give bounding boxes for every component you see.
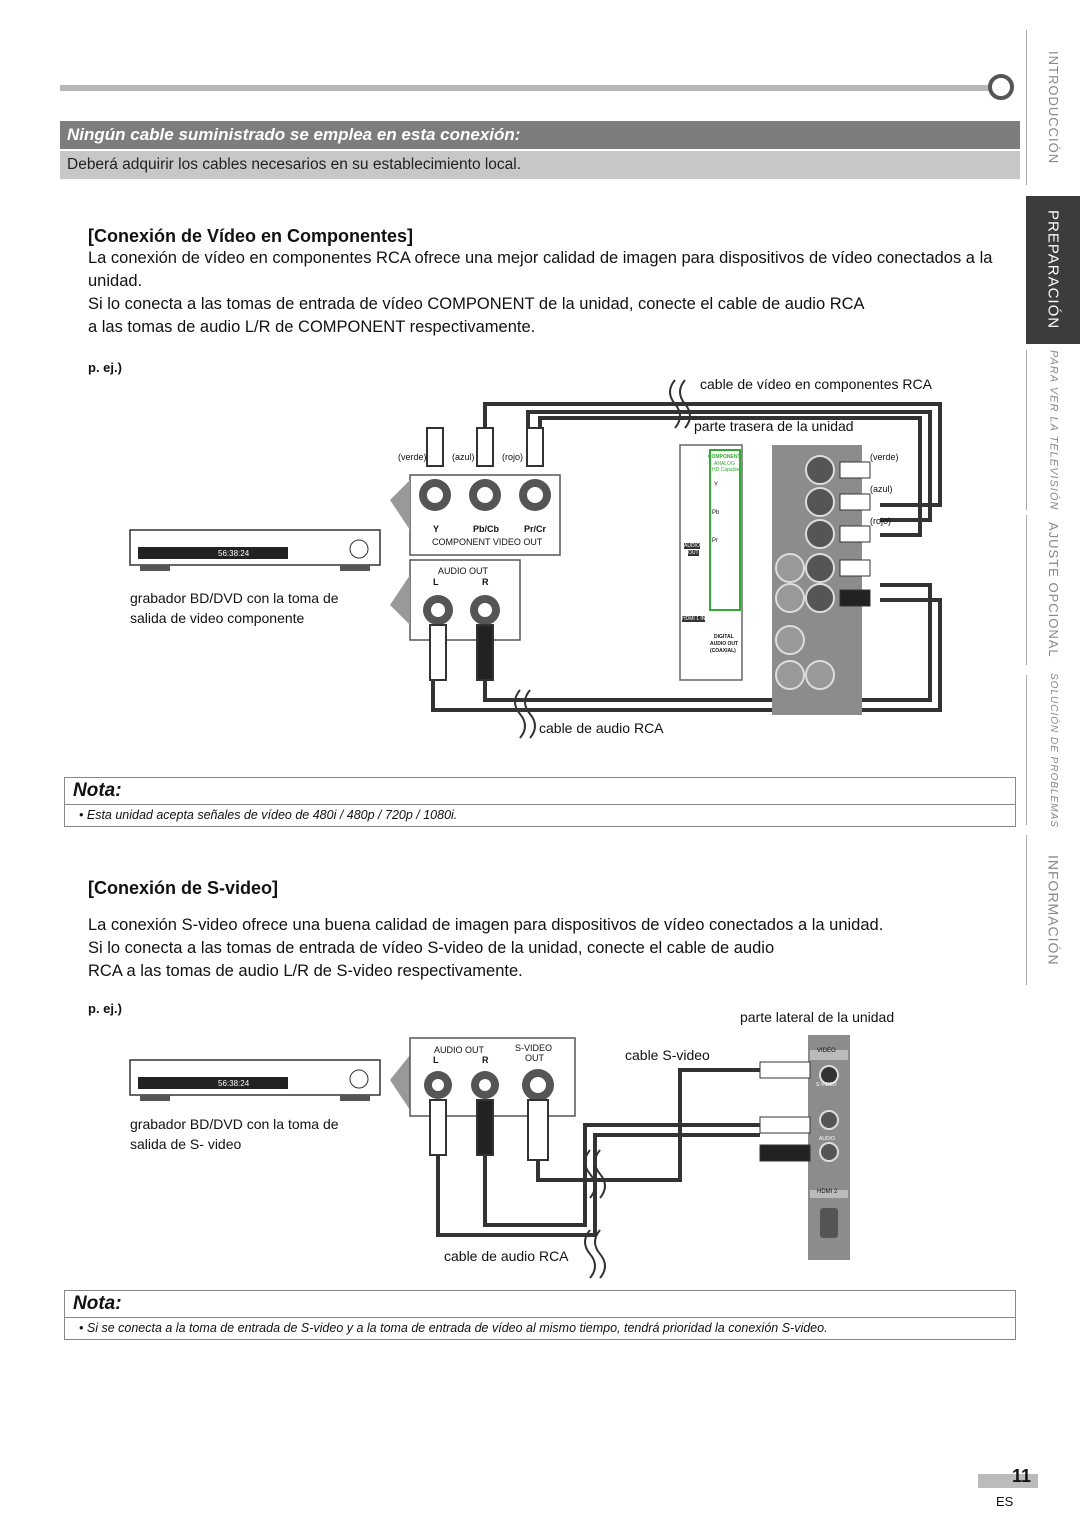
jack-label: R — [482, 1055, 489, 1065]
section-paragraph: Si lo conecta a las tomas de entrada de vídeo COMPONENT de la unidad, conecte el cable de audio RCA a las tomas de audio L/R de COMPONENT respectivamente. — [88, 295, 864, 336]
banner-subtitle: Deberá adquirir los cables necesarios en su establecimiento local. — [60, 151, 1020, 179]
panel-label: AUDIO OUT — [710, 641, 739, 647]
note-title: Nota: — [73, 1293, 122, 1314]
section-heading: [Conexión de Vídeo en Componentes] — [88, 226, 414, 246]
jack-label: R — [482, 577, 489, 587]
tab-label: PREPARACIÓN — [1044, 210, 1062, 330]
cable-svideo-label: cable S-video — [625, 1047, 710, 1063]
top-rule-knob — [988, 74, 1014, 100]
panel-label: (COAXIAL) — [710, 648, 736, 654]
panel-label: HD Capable — [712, 467, 740, 473]
svideo-out-label: OUT — [525, 1053, 544, 1063]
panel-label: Pr — [712, 538, 718, 544]
color-label: (azul) — [870, 484, 893, 494]
component-plugs — [427, 428, 543, 466]
device-label: grabador BD/DVD con la toma de salida de video componente — [130, 590, 339, 626]
note-text: Si se conecta a la toma de entrada de S-video y a la toma de entrada de vídeo al mismo tiempo, tendrá prioridad la conexión S-video. — [86, 1321, 828, 1335]
rear-unit-label: parte trasera de la unidad — [694, 418, 854, 434]
example-label: p. ej.) — [88, 360, 122, 375]
jack-label: L — [433, 577, 439, 587]
jack-label: Pr/Cr — [524, 524, 547, 534]
tab-ajuste-opcional[interactable] — [1026, 515, 1080, 665]
svideo-connection-diagram — [120, 1030, 860, 1280]
tab-label: PARA VER LA TELEVISIÓN — [1047, 349, 1060, 511]
cable-audio-label: cable de audio RCA — [539, 720, 664, 736]
panel-label: AUDIO — [684, 543, 700, 549]
tab-label: INTRODUCCIÓN — [1046, 50, 1061, 165]
color-label: (rojo) — [870, 516, 892, 526]
note-box — [64, 1290, 1016, 1340]
tab-solucion-de-problemas[interactable] — [1026, 672, 1080, 828]
color-label: (verde) — [398, 452, 427, 462]
note-body: • Si se conecta a la toma de entrada de S-video y a la toma de entrada de vídeo al mismo tiempo, tendrá prioridad la conexión S-video. — [65, 1317, 1015, 1339]
display-readout: 56:38:24 — [218, 549, 250, 558]
dvd-recorder — [130, 1060, 380, 1101]
panel-label: DIGITAL — [714, 634, 734, 640]
dvd-recorder — [130, 530, 380, 571]
tab-label: INFORMACIÓN — [1045, 854, 1062, 966]
audio-out-label: AUDIO OUT — [438, 566, 489, 576]
panel-label: Y — [714, 482, 719, 488]
panel-label: S-VIDEO — [816, 1082, 837, 1088]
jack-label: Pb/Cb — [473, 524, 499, 534]
section-paragraph: La conexión S-video ofrece una buena calidad de imagen para dispositivos de vídeo conectados a la unidad. — [88, 916, 884, 934]
note-text: Esta unidad acepta señales de vídeo de 480i / 480p / 720p / 1080i. — [86, 808, 458, 822]
jack-label: Y — [433, 524, 440, 534]
tv-side-panel — [760, 1035, 850, 1260]
tv-rear-panel — [680, 445, 870, 715]
tab-informacion[interactable] — [1026, 835, 1080, 985]
component-out-label: COMPONENT VIDEO OUT — [432, 537, 543, 547]
tab-introduccion[interactable] — [1026, 30, 1080, 185]
tab-preparacion[interactable] — [1026, 196, 1080, 344]
tab-para-ver-la-television[interactable] — [1026, 350, 1080, 510]
jack-label: L — [433, 1055, 439, 1065]
tab-label: SOLUCIÓN DE PROBLEMAS — [1048, 672, 1059, 828]
example-label: p. ej.) — [88, 1001, 122, 1016]
color-label: (azul) — [452, 452, 475, 462]
panel-label: ANALOG — [714, 461, 735, 467]
device-label: grabador BD/DVD con la toma de salida de S- video — [130, 1116, 339, 1152]
note-box — [64, 777, 1016, 827]
panel-label: HDMI 1 IN — [682, 616, 706, 622]
cable-audio-label: cable de audio RCA — [444, 1248, 569, 1264]
section-paragraph: La conexión de vídeo en componentes RCA ofrece una mejor calidad de imagen para dispositivos de vídeo conectados a la unidad. — [88, 249, 993, 290]
panel-label: HDMI 2 — [817, 1189, 838, 1195]
color-label: (verde) — [870, 452, 899, 462]
page-language: ES — [996, 1494, 1014, 1509]
side-unit-label: parte lateral de la unidad — [740, 1009, 895, 1025]
panel-label: AUDIO — [819, 1136, 835, 1142]
color-label: (rojo) — [502, 452, 524, 462]
cable-video-label: cable de vídeo en componentes RCA — [700, 376, 932, 392]
note-title: Nota: — [73, 780, 122, 801]
note-body: • Esta unidad acepta señales de vídeo de 480i / 480p / 720p / 1080i. — [65, 804, 1015, 826]
audio-out-label: AUDIO OUT — [434, 1045, 485, 1055]
display-readout: 56:38:24 — [218, 1079, 250, 1088]
section-paragraph: Si lo conecta a las tomas de entrada de vídeo S-video de la unidad, conecte el cable de audio RCA a las tomas de audio L/R de S-video respectivamente. — [88, 939, 775, 980]
banner-title: Ningún cable suministrado se emplea en esta conexión: — [60, 121, 1020, 149]
panel-label: VIDEO — [817, 1048, 836, 1054]
panel-label: Pb — [712, 510, 720, 516]
panel-label: OUT — [688, 550, 699, 556]
panel-label: COMPONENT — [708, 454, 741, 460]
tab-label: AJUSTE OPCIONAL — [1046, 522, 1061, 658]
top-rule — [60, 85, 990, 91]
svideo-out-label: S-VIDEO — [515, 1043, 553, 1053]
page-number: 11 — [1012, 1466, 1032, 1486]
section-heading: [Conexión de S-video] — [88, 878, 279, 898]
